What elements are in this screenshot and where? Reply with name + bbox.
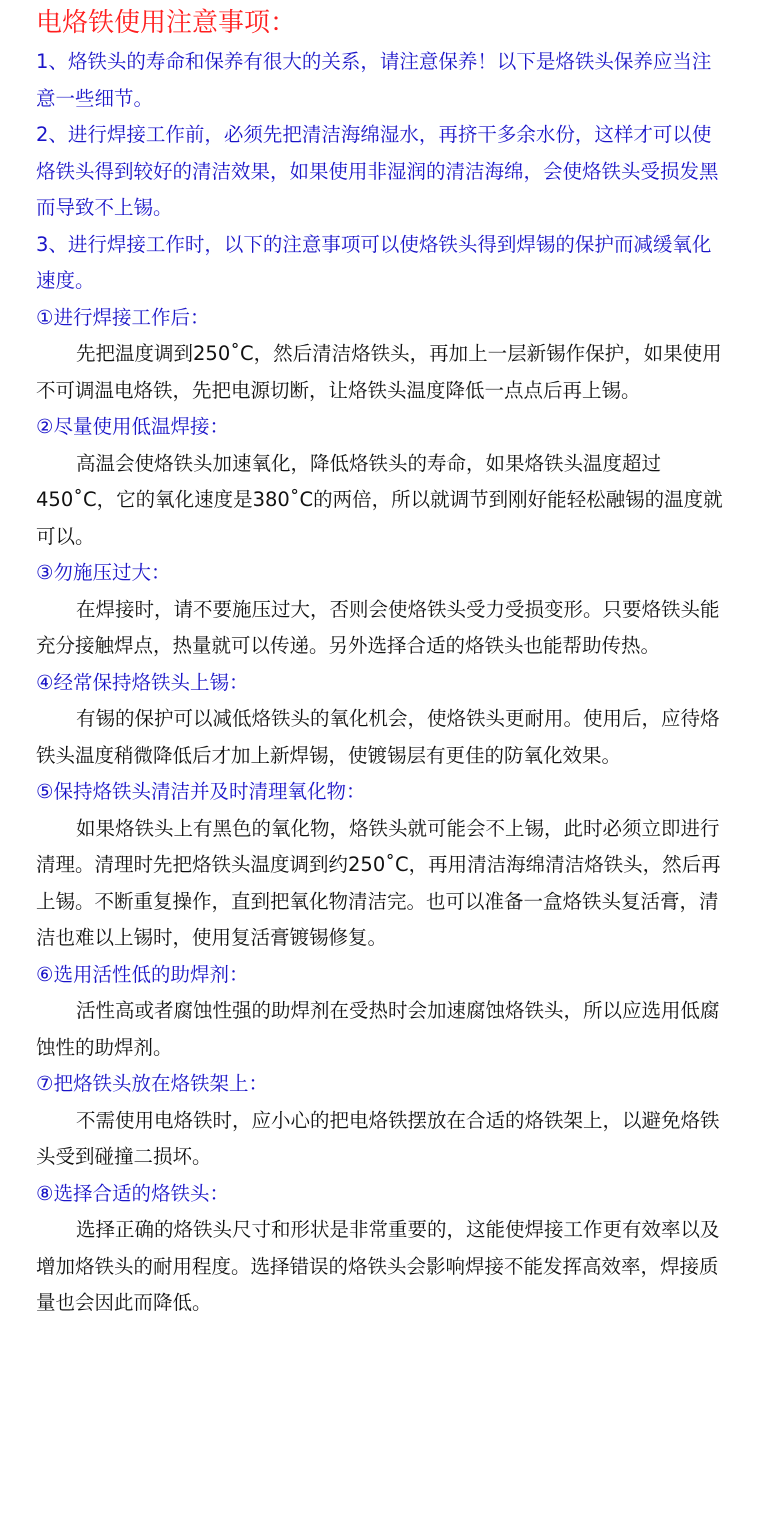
section-body-1: 先把温度调到250˚C，然后清洁烙铁头，再加上一层新锡作保护，如果使用不可调温电烙铁，先把电源切断，让烙铁头温度降低一点点后再上锡。	[36, 342, 722, 402]
section-body-2: 高温会使烙铁头加速氧化，降低烙铁头的寿命，如果烙铁头温度超过450˚C，它的氧化速度是380˚C的两倍，所以就调节到刚好能轻松融锡的温度就可以。	[36, 451, 723, 548]
section-heading-3: ③勿施压过大：	[36, 561, 171, 584]
section-body-5: 如果烙铁头上有黑色的氧化物，烙铁头就可能会不上锡，此时必须立即进行清理。清理时先把烙铁头温度调到约250˚C，再用清洁海绵清洁烙铁头，然后再上锡。不断重复操作，直到把氧化物清洁完。也可以准备一盒烙铁头复活膏，清洁也难以上锡时，使用复活膏镀锡修复。	[36, 816, 721, 949]
section-body-3: 在焊接时，请不要施压过大，否则会使烙铁头受力受损变形。只要烙铁头能充分接触焊点，热量就可以传递。另外选择合适的烙铁头也能帮助传热。	[36, 597, 720, 657]
section-body-6: 活性高或者腐蚀性强的助焊剂在受热时会加速腐蚀烙铁头，所以应选用低腐蚀性的助焊剂。	[36, 999, 720, 1059]
section-body-7: 不需使用电烙铁时，应小心的把电烙铁摆放在合适的烙铁架上，以避免烙铁头受到碰撞二损坏。	[36, 1108, 720, 1168]
page-title: 电烙铁使用注意事项：	[36, 8, 297, 38]
section-heading-7: ⑦把烙铁头放在烙铁架上：	[36, 1072, 268, 1095]
section-heading-2: ②尽量使用低温焊接：	[36, 415, 229, 438]
section-heading-6: ⑥选用活性低的助焊剂：	[36, 962, 249, 986]
section-heading-5: ⑤保持烙铁头清洁并及时清理氧化物：	[36, 780, 366, 803]
section-heading-1: ①进行焊接工作后：	[36, 305, 210, 329]
intro-paragraph-3: 3、进行焊接工作时，以下的注意事项可以使烙铁头得到焊锡的保护而减缓氧化速度。	[36, 232, 712, 292]
section-heading-8: ⑧选择合适的烙铁头：	[36, 1181, 229, 1205]
intro-paragraph-1: 1、烙铁头的寿命和保养有很大的关系，请注意保养！以下是烙铁头保养应当注意一些细节。	[36, 50, 712, 110]
section-body-4: 有锡的保护可以减低烙铁头的氧化机会，使烙铁头更耐用。使用后，应待烙铁头温度稍微降低后才加上新焊锡，使镀锡层有更佳的防氧化效果。	[36, 707, 720, 767]
section-body-8: 选择正确的烙铁头尺寸和形状是非常重要的，这能使焊接工作更有效率以及增加烙铁头的耐用程度。选择错误的烙铁头会影响焊接不能发挥高效率，焊接质量也会因此而降低。	[36, 1218, 720, 1314]
intro-paragraph-2: 2、进行焊接工作前，必须先把清洁海绵湿水，再挤干多余水份，这样才可以使烙铁头得到较好的清洁效果，如果使用非湿润的清洁海绵，会使烙铁头受损发黑而导致不上锡。	[36, 123, 719, 219]
section-heading-4: ④经常保持烙铁头上锡：	[36, 670, 249, 694]
